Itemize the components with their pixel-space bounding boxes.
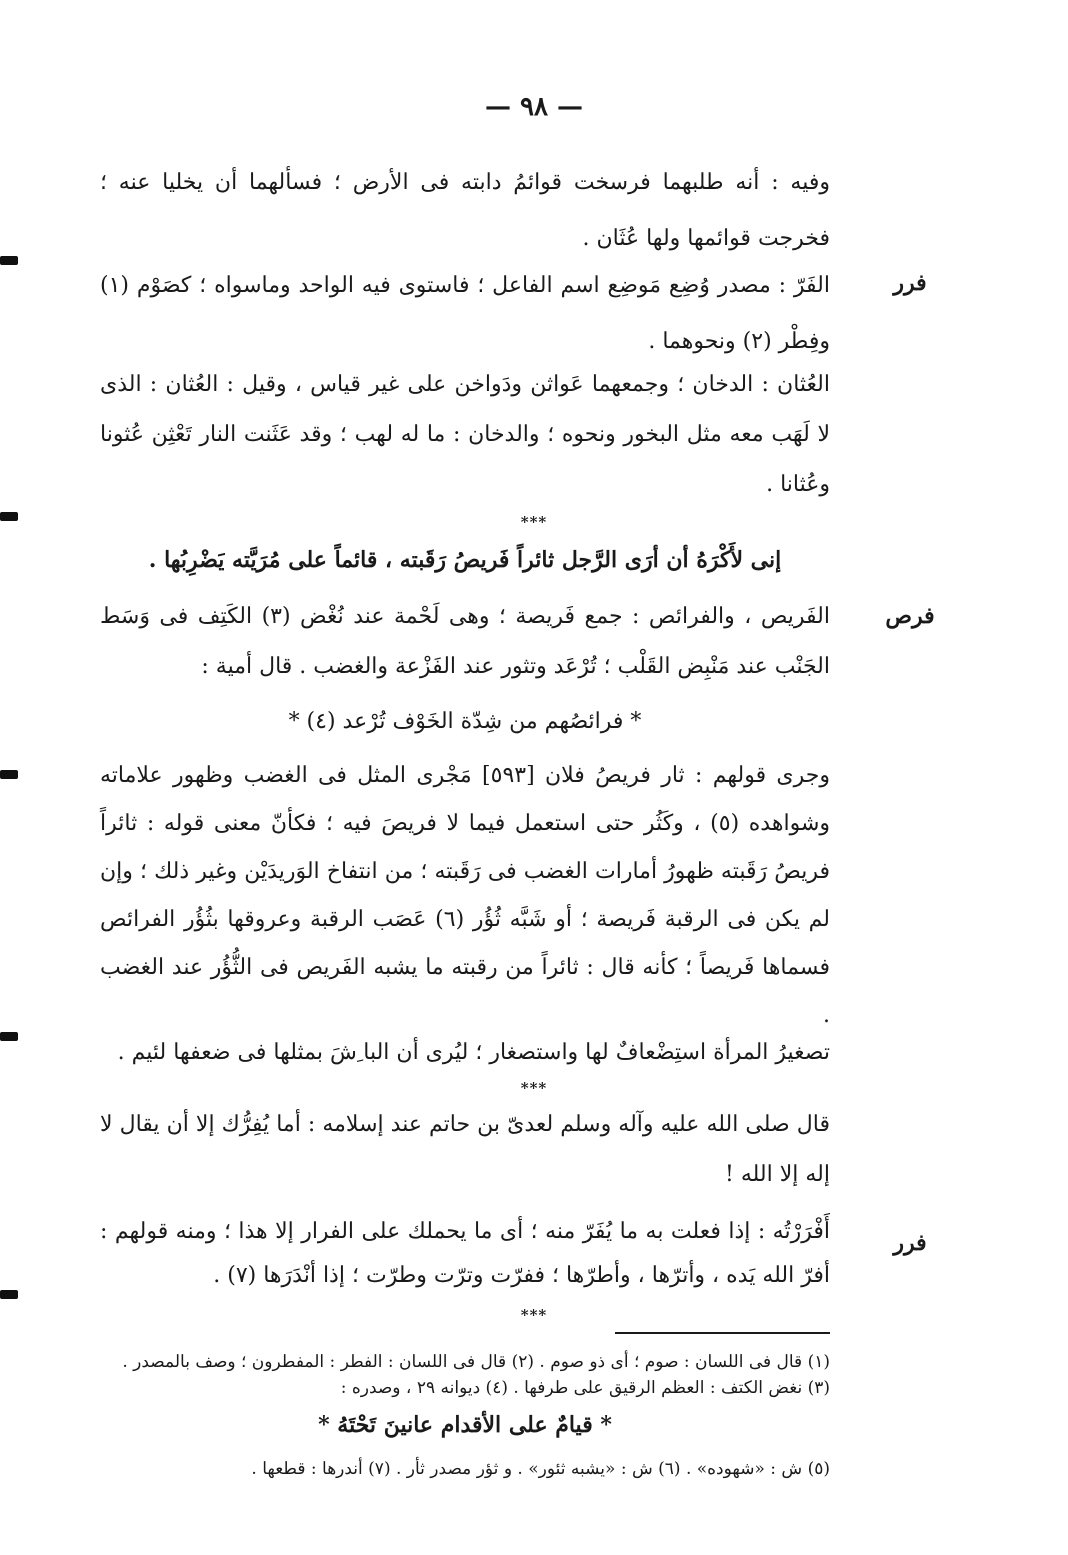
page-number: — ٩٨ —: [484, 92, 584, 122]
footnote-verse: * قيامٌ على الأقدام عانينَ تَحْتَهُ *: [318, 1412, 612, 1438]
paragraph: وفيه : أنه طلبهما فرسخت قوائمُ دابته فى الأرض ؛ فسألهما أن يخليا عنه ؛ فخرجت قوائمها ولها عُثَان .: [100, 170, 830, 251]
paragraph: تصغيرُ المرأة استِضْعافٌ لها واستصغار ؛ ليُرى أن البا ِشَ بمثلها فى ضعفها لئيم .: [117, 1040, 830, 1065]
scan-edge-mark: [0, 1032, 18, 1041]
paragraph: العُثان : الدخان ؛ وجمعهما عَواثن ودَواخن على غير قياس ، وقيل : العُثان : الذى لا لَهَب معه مثل البخور ونحوه ؛ والدخان : ما له لهب ؛ وقد عَثَنت النار تَعْثِن عُثونا وعُثانا .: [100, 372, 830, 497]
hadith-text: قال صلى الله عليه وآله وسلم لعدىّ بن حاتم عند إسلامه : أما يُفِرُّك إلا أن يقال لا إله إلا الله !: [100, 1112, 830, 1187]
hadith-text: إنى لأَكْرَهُ أن أرَى الرَّجل ثائراً فَريصُ رَقَبته ، قائماً على مُرَيَّته يَضْرِبُها .: [148, 547, 782, 573]
paragraph: الفَرّ : مصدر وُضِع مَوضِع اسم الفاعل ؛ فاستوى فيه الواحد وماسواه ؛ كصَوْم (١) وفِطْر (٢) ونحوهما .: [100, 273, 830, 354]
footnote: (٥) ش : «شهوده» . (٦) ش : «يشبه ثئور» . و ثؤر مصدر ثأر . (٧) أندرها : قطعها .: [251, 1459, 830, 1479]
scan-edge-mark: [0, 256, 18, 265]
verse-line: * فرائصُهم من شِدّة الخَوْف تُرْعد (٤) *: [288, 709, 642, 734]
scan-edge-mark: [0, 770, 18, 779]
margin-root-label: فرر: [893, 1230, 927, 1256]
footnote: (٣) نغض الكتف : العظم الرقيق على طرفها . (٤) ديوانه ٢٩ ، وصدره :: [340, 1378, 830, 1398]
paragraph: وجرى قولهم : ثار فريصُ فلان [٥٩٣] مَجْرى المثل فى الغضب وظهور علاماته وشواهده (٥) ، وكَثُر حتى استعمل فيما لا فريصَ فيه ؛ فكأنّ معنى قوله : ثائراً فريصُ رَقَبته ظهورُ أمارات الغضب فى رَقَبته ؛ من انتفاخ الوَريدَيْن وغير ذلك ؛ وإن لم يكن فى الرقبة فَريصة ؛ أو شَبَّه ثُؤُر (٦) عَصَب الرقبة وعروقها بثُؤُر الفرائص فسماها فَريصاً ؛ كأنه قال : ثائراً من رقبته ما يشبه الفَريص فى الثُّؤُر عند الغضب .: [100, 763, 831, 1028]
section-separator: ***: [520, 1079, 548, 1097]
section-separator: ***: [520, 1306, 548, 1324]
section-separator: ***: [520, 513, 548, 531]
margin-root-label: فرص: [885, 603, 935, 629]
paragraph: أَفْرَرْتُه : إذا فعلت به ما يُفَرّ منه ؛ أى ما يحملك على الفرار إلا هذا ؛ ومنه قولهم : أفرّ الله يَده ، وأترّها ، وأطرّها ؛ ففرّت وترّت وطرّت ؛ إذا أنْدَرَها (٧) .: [100, 1219, 830, 1288]
footnote-rule: [615, 1332, 830, 1334]
paragraph: الفَريص ، والفرائص : جمع فَريصة ؛ وهى لَحْمة عند نُغْض (٣) الكَتِف فى وَسَط الجَنْب عند مَنْبِض القَلْب ؛ تُرْعَد وتثور عند الفَزْعة والغضب . قال أمية :: [100, 604, 830, 679]
scan-edge-mark: [0, 1290, 18, 1299]
margin-root-label: فرر: [893, 270, 927, 296]
footnote: (١) قال فى اللسان : صوم ؛ أى ذو صوم . (٢) قال فى اللسان : الفطر : المفطرون ؛ وصف بالمصدر .: [122, 1352, 830, 1372]
